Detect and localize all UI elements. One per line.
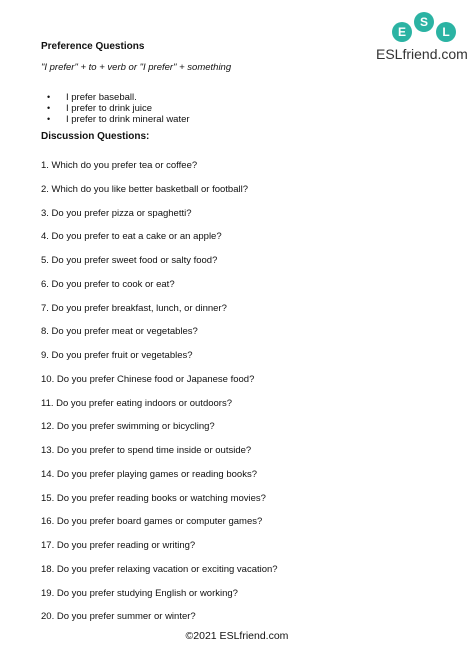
question-item: 10. Do you prefer Chinese food or Japanese food? xyxy=(41,373,255,385)
example-item xyxy=(44,103,190,114)
question-item: 1. Which do you prefer tea or coffee? xyxy=(41,160,198,171)
example-item xyxy=(44,114,190,125)
question-item: 5. Do you prefer sweet food or salty food? xyxy=(41,255,218,266)
question-item: 11. Do you prefer eating indoors or outdoors? xyxy=(41,397,232,409)
question-item: 15. Do you prefer reading books or watching movies? xyxy=(41,492,266,504)
logo-letter-e: E xyxy=(392,22,412,42)
question-item: 9. Do you prefer fruit or vegetables? xyxy=(41,350,193,361)
question-item: 3. Do you prefer pizza or spaghetti? xyxy=(41,207,192,219)
question-item: 12. Do you prefer swimming or bicycling? xyxy=(41,421,215,433)
example-text: I prefer to drink mineral water xyxy=(66,114,190,125)
question-item: 14. Do you prefer playing games or reading books? xyxy=(41,468,257,480)
question-item: 19. Do you prefer studying English or working? xyxy=(41,587,238,599)
example-item xyxy=(44,92,190,103)
question-item: 4. Do you prefer to eat a cake or an apple? xyxy=(41,231,222,243)
question-item: 7. Do you prefer breakfast, lunch, or dinner? xyxy=(41,302,227,314)
example-list xyxy=(44,92,190,125)
example-text: I prefer to drink juice xyxy=(66,103,153,114)
logo-text: ESLfriend.com xyxy=(376,46,468,62)
question-list xyxy=(41,160,278,635)
footer-copyright: ©2021 ESLfriend.com xyxy=(185,630,289,642)
question-item: 16. Do you prefer board games or computer games? xyxy=(41,516,263,528)
question-item: 6. Do you prefer to cook or eat? xyxy=(41,278,175,290)
page-title: Preference Questions xyxy=(41,41,145,52)
esl-logo xyxy=(376,10,466,70)
bullet-icon: • xyxy=(47,92,51,102)
question-item: 18. Do you prefer relaxing vacation or exciting vacation? xyxy=(41,563,278,575)
example-text: I prefer baseball. xyxy=(66,92,137,103)
grammar-pattern: "I prefer" + to + verb or "I prefer" + something xyxy=(41,62,232,73)
question-item: 17. Do you prefer reading or writing? xyxy=(41,540,196,551)
logo-letter-s: S xyxy=(414,12,434,32)
logo-badges xyxy=(392,10,464,44)
question-item: 13. Do you prefer to spend time inside or outside? xyxy=(41,445,252,456)
question-item: 20. Do you prefer summer or winter? xyxy=(41,611,196,623)
question-item: 2. Which do you like better basketball or football? xyxy=(41,183,249,195)
bullet-icon: • xyxy=(47,114,51,124)
bullet-icon: • xyxy=(47,103,51,113)
logo-letter-l: L xyxy=(436,22,456,42)
section-title: Discussion Questions: xyxy=(41,131,150,142)
question-item: 8. Do you prefer meat or vegetables? xyxy=(41,326,198,338)
